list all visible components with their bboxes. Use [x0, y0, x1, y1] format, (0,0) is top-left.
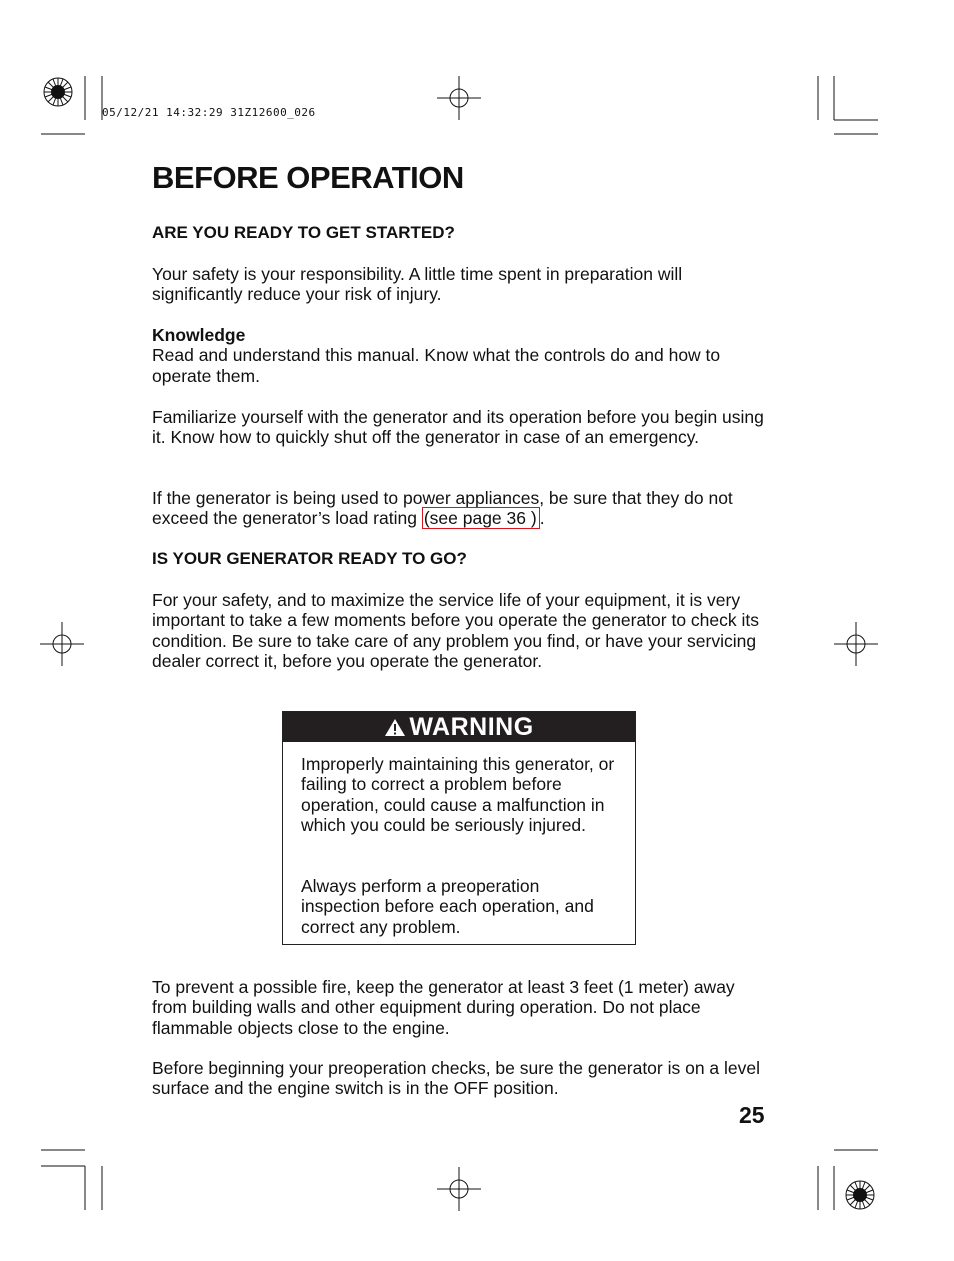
knowledge-label: Knowledge [152, 325, 246, 345]
warning-text-2: Always perform a preoperation inspection before each operation, and correct any problem. [301, 876, 594, 937]
paragraph-level-surface: Before beginning your preoperation checks, be sure the generator is on a level surface and the engine switch is in the OFF position. [152, 1058, 761, 1099]
paragraph-knowledge [152, 325, 772, 386]
paragraph-fire: To prevent a possible fire, keep the generator at least 3 feet (1 meter) away from building walls and other equipment during operation. Do not place flammable objects close to the engine. [152, 977, 735, 1038]
warning-triangle-icon [384, 718, 406, 737]
paragraph-service-life: For your safety, and to maximize the service life of your equipment, it is very important to take a few moments before you operate the generator to check its condition. Be sure to take care of any problem you find, or have your servicing dealer correct it, before you operate the generator. [152, 590, 759, 672]
paragraph-safety: Your safety is your responsibility. A little time spent in preparation will significantly reduce your risk of injury. [152, 264, 683, 305]
paragraph-appliances [152, 488, 772, 529]
warning-header [283, 712, 635, 742]
appliances-text: If the generator is being used to power appliances, be sure that they do not exceed the generator’s load rating [152, 488, 733, 529]
section-heading-generator-ready: IS YOUR GENERATOR READY TO GO? [152, 549, 467, 568]
warning-text-1: Improperly maintaining this generator, or failing to correct a problem before operation, could cause a malfunction in which you could be seriously injured. [301, 754, 615, 836]
print-slug: 05/12/21 14:32:29 31Z12600_026 [102, 106, 316, 119]
page-number: 25 [739, 1102, 765, 1128]
appliances-end: . [539, 508, 545, 529]
warning-box [282, 711, 636, 945]
warning-label: WARNING [409, 712, 534, 741]
page-title: BEFORE OPERATION [152, 160, 464, 195]
paragraph-familiarize: Familiarize yourself with the generator and its operation before you begin using it. Know how to quickly shut off the generator in case of an emergency. [152, 407, 764, 448]
knowledge-text: Read and understand this manual. Know what the controls do and how to operate them. [152, 345, 721, 386]
section-heading-ready: ARE YOU READY TO GET STARTED? [152, 223, 455, 242]
see-page-link[interactable]: (see page 36 ) [422, 507, 540, 529]
